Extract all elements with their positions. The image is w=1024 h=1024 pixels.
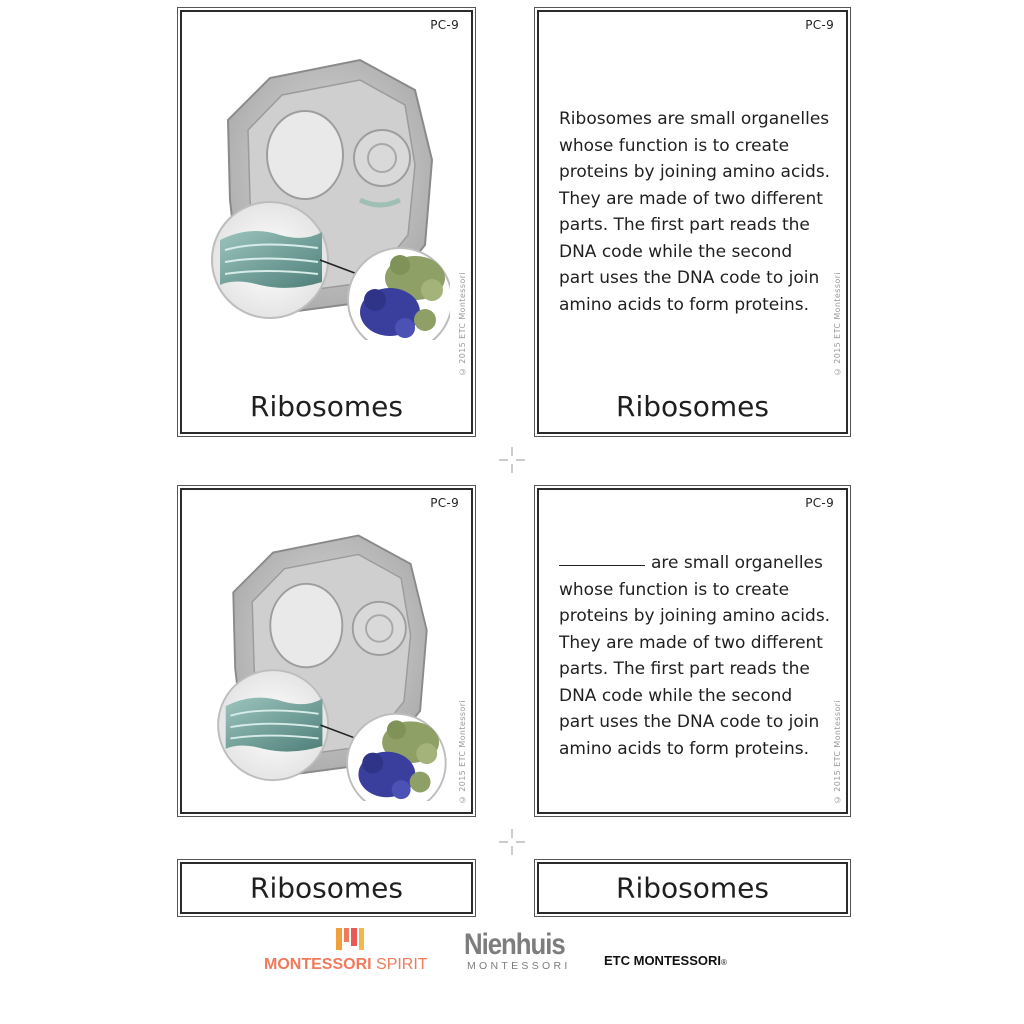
nienhuis-sub: MONTESSORI — [467, 960, 571, 972]
spirit-word-2: SPIRIT — [376, 956, 428, 973]
definition-line: They are made of two different — [559, 632, 823, 653]
copyright-text: © 2015 ETC Montessori — [833, 699, 842, 804]
definition-line: amino acids to form proteins. — [559, 738, 810, 759]
copyright-text: © 2015 ETC Montessori — [833, 271, 842, 376]
etc-registered: ® — [721, 958, 727, 967]
label-card-right — [537, 862, 848, 914]
definition-text — [559, 550, 832, 762]
nienhuis-word: Nienhuis — [464, 928, 565, 961]
montessori-spirit-logo — [264, 928, 440, 978]
spirit-word-1: MONTESSORI — [264, 956, 372, 973]
definition-line: DNA code while the second — [559, 241, 793, 262]
definition-line: whose function is to create — [559, 135, 790, 156]
definition-line: They are made of two different — [559, 188, 823, 209]
etc-montessori-logo — [604, 950, 754, 1000]
label-text: Ribosomes — [250, 871, 403, 905]
card-title: Ribosomes — [250, 390, 403, 423]
definition-line: part uses the DNA code to join — [559, 268, 820, 288]
definition-line: are small organelles — [559, 550, 832, 577]
spirit-m-icon — [336, 928, 364, 952]
definition-line: parts. The first part reads the — [559, 659, 810, 679]
picture-card-control — [180, 488, 473, 814]
definition-line: proteins by joining amino acids. — [559, 162, 831, 182]
copyright-text: © 2015 ETC Montessori — [458, 699, 467, 804]
cell-illustration — [210, 50, 450, 344]
definition-line: amino acids to form proteins. — [559, 294, 810, 315]
card-code: PC-9 — [805, 496, 834, 510]
etc-text: ETC MONTESSORI — [604, 953, 722, 968]
definition-line: whose function is to create — [559, 579, 790, 600]
fill-in-blank — [559, 565, 645, 566]
cut-mark-icon — [499, 447, 525, 473]
definition-line: part uses the DNA code to join — [559, 712, 820, 732]
definition-line: proteins by joining amino acids. — [559, 606, 831, 626]
label-text: Ribosomes — [616, 871, 769, 905]
definition-line: Ribosomes are small organelles — [559, 109, 830, 129]
definition-line: parts. The first part reads the — [559, 215, 810, 235]
cell-illustration — [210, 526, 450, 805]
nienhuis-logo — [464, 928, 574, 978]
cut-mark-icon — [499, 829, 525, 855]
card-code: PC-9 — [805, 18, 834, 32]
card-code: PC-9 — [430, 496, 459, 510]
copyright-text: © 2015 ETC Montessori — [458, 271, 467, 376]
definition-card — [537, 10, 848, 434]
blank-definition-card — [537, 488, 848, 814]
picture-card-top — [180, 10, 473, 434]
definition-text — [559, 106, 832, 318]
label-card-left — [180, 862, 473, 914]
definition-line: DNA code while the second — [559, 685, 793, 706]
card-code: PC-9 — [430, 18, 459, 32]
card-title: Ribosomes — [616, 390, 769, 423]
